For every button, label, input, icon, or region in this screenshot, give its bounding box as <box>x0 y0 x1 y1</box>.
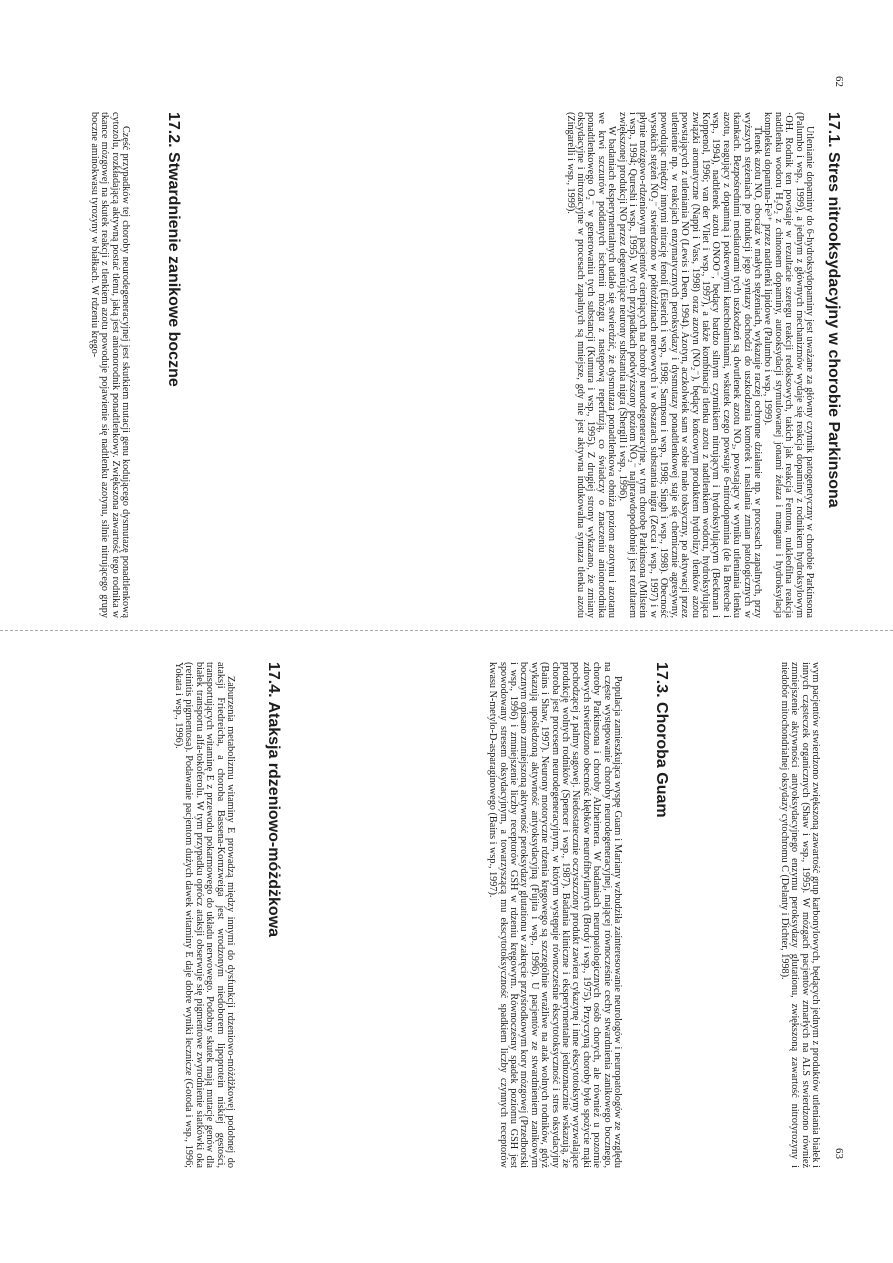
section-heading-17-1: 17.1. Stres nitrooksydacyjny w chorobie Parkinsona <box>825 112 842 508</box>
paragraph: Utlenianie dopaminy do 6-hydroksydopaminy jest uważane za główny czynnik patogenetyczny w chorobie Parkinsona (Palumbo i wsp., 1999), a jednym z głównych mechanizmów wydaje się reakcja dopaminy z rodnikiem hydroksylowym ·OH. Rodnik ten powstaje w rezultacie szeregu reakcji redoksowych, takich jak reakcja Fentona, nukleofilna reakcja nadtlenku wodoru H₂O₂ z chinonem dopaminy, autooksydacji stymulowanej jonami żelaza i manganu i hydroksylacja kompleksu dopamina-Fe³⁺ przez nadtlenki lipidowe (Palumbo i wsp., 1999). <box>762 112 815 618</box>
section-body-17-3 <box>487 662 622 1168</box>
section-body-17-4 <box>173 662 235 1168</box>
paragraph: Część przypadków tej choroby neurodegeneracyjnej jest skutkiem mutacji genu kodującego dysmutazę ponadtlenkową cytozolu, rozkładającą aktywną postać tlenu, jaką jest anionorodnik ponadtlenkowy. Zwiększona zawartość tego rodnika w tkance mózgowej na skutek reakcji z tlenkiem azotu powoduje pojawienie się nadtlenku azotynu, silnie nitrującego grupy boczne aminokwasu tyrozyny w białkach. W rdzeniu kręgo- <box>88 112 131 618</box>
paragraph: wym pacjentów stwierdzono zwiększoną zawartość grup karbonylowych, będących jednym z produktów utleniania białek i innych cząsteczek organicznych (Shaw i wsp., 1995). W mózgach pacjentów zmarłych na ALS stwierdzono również zmniejszenie aktywności antyoksydacyjnego enzymu peroksydazy glutationu, zwiększoną zawartość nitrotyrozyny i niedobór mitochondrialnej oksydazy cytochromu C (Delanty i Dichter, 1998). <box>778 662 821 1168</box>
section-body-17-1 <box>564 112 814 618</box>
page-divider <box>0 630 893 631</box>
page-number-right: 63 <box>833 1148 845 1159</box>
page-number-left: 62 <box>833 76 845 87</box>
section-body-17-2 <box>88 112 130 618</box>
paragraph: Tlenek azotu NO, chociaż w małych stężeniach, wykazuje raczej ochronne działanie np. w procesach zapalnych, przy wyższych stężeniach po indukcji jego syntazy dochodzi do uszkodzenia komórek i nasilania zmian patologicznych w tkankach. Bezpośrednimi mediatorami tych uszkodzeń są dwutlenek azotu NO₂, powstający w wyniku utleniania tlenku azotu, reagujący z dopaminą i pokrewnymi katecholaminami, wskutek czego powstaje 6-nitrodopamina (de la Breteche i wsp., 1994), nadtlenek azotu ONOO⁻, będący bardzo silnym czynnikiem nitrującym i hydroksylującym (Beckman i Koppenol, 1996; van der Vliet i wsp., 1997), a także kombinacja tlenku azotu z nadtlenkiem wodoru, hydroksylująca związki aromatyczne (Nappi i Vass, 1998) oraz azotyn (NO₂⁻), będący końcowym produktem hydrolizy tlenków azotu powstających z utleniania NO (Lewis i Deen, 1994). Azotyn, aczkolwiek sam w sobie mało toksyczny, po aktywacji przez utlenienie np. w reakcjach enzymatycznych peroksydazy i dysmutazy ponadtlenkowej staje się chemicznie agresywny, powodując między innymi nitrację fenoli (Eiserich i wsp., 1998; Sampson i wsp., 1998; Singh i wsp., 1998). Obecność wysokich stężeń NO₂⁻ stwierdzono w półtoździnach nerwowych i w obszarach substantia nigra (Zecca i wsp., 1997) i w płynie mózgowo-rdzeniowym pacjentów cierpiących na choroby neurodegeneracyjne, w tym chorobę Parkinsona (Milstein i wsp., 1994; Qureshi i wsp., 1995). W tych przypadkach podwyższony poziom NO₂⁻ najprawdopodobniej jest rezultatem zwiększonej produkcji NO przez degenerujące neurony substantia nigra (Shergill i wsp., 1996). <box>616 112 763 618</box>
paragraph: Zaburzenia metabolizmu witaminy E prowadzą między innymi do dysfunkcji rdzeniowo-móżdżkowej podobnej do ataksji Friedreicha, a choroba Bassena-Kornzweiga jest wrodzonym niedoborem lipoprotein niskiej gęstości, transportujących witaminę E z przewodu pokarmowego do układu nerwowego. Podobny skutek mają mutacje genów dla białek transportu alfa-tokoferolu. W tym przypadku oprócz ataksji obserwuje się pigmentowe zwyrodnienie siatkówki oka (retinitis pigmentosa). Podawanie pacjentom dużych dawek witaminy E daje dobre wyniki lecznicze (Gotoda i wsp., 1996; Yokata i wsp., 1996). <box>172 662 236 1168</box>
continuation-paragraph <box>778 662 820 1168</box>
paragraph: W badaniach eksperymentalnych udało się stwierdzić, że dysmutaza ponadtlenkowa obniża poziom azotynu i azotanu we krwi szczurów poddanych ischemii mózgu z następową reperfuzją, co świadczy o znaczeniu anionorodnika ponadtlenkowego O₂⁻ w generowaniu tych substancji (Kumura i wsp., 1995). Z drugiej strony wykazano, że zmiany oksydacyjne i nitrozacyjne w procesach zapalnych są mniejsze, gdy nie jest aktywna indukowalna syntaza tlenku azotu (Zingarelli i wsp., 1999). <box>564 112 618 618</box>
section-heading-17-4: 17.4. Ataksja rdzeniowo-móżdżkowa <box>265 662 282 938</box>
section-heading-17-3: 17.3. Choroba Guam <box>653 662 670 818</box>
paragraph: Populacja zamieszkująca wyspę Guam i Mariany wzbudziła zainteresowanie neurologów i neuropatologów ze względu na częste występowanie choroby neurodegeneracyjnej, mającej równocześnie cechy stwardnienia zanikowego bocznego, choroby Parkinsona i choroby Alzheimera. W badaniach neuropatologicznych osób chorych, ale również u pozornie zdrowych stwierdzono obecność kłębków neurofibrylarnych (Brody i wsp., 1975). Przyczyną choroby było spożycie mąki pochodzącej z palmy sagowej. Niedostatecznie oczyszczony produkt zawiera cykazynę i inne ekscytotoksyny wyzwalające produkcję wolnych rodników (Spencer i wsp., 1987). Badania kliniczne i eksperymentalne jednoznacznie wskazują, że choroba jest procesem neurodegeneracyjnym, w którym występuje równocześnie ekscytotoksyczność i stres oksydacyjny (Bains i Shaw, 1997). Neurony motoryczne rdzenia kręgowego są szczególnie wrażliwe na atak wolnych rodników, gdyż wykazują upośledzoną aktywność antyoksydacyjną (Fujita i wsp., 1996). U pacjentów ze stwardnieniem zanikowym bocznym opisano zmniejszoną aktywność peroksydazy glutationu w zakręcie przyśrodkowym kory mózgowej (Przedborski i wsp., 1996) i zmniejszenie liczby receptorów GSH w rdzeniu kręgowym. Równoczesny spadek poziomu GSH jest spowodowany stresem oksydacyjnym, a towarzyszącą mu ekscytotoksyczność spadkiem liczby czynnych receptorów kwasu N-metylo-D-asparaginowego (Bains i wsp., 1997). <box>487 662 623 1168</box>
section-heading-17-2: 17.2. Stwardnienie zanikowe boczne <box>165 112 182 387</box>
